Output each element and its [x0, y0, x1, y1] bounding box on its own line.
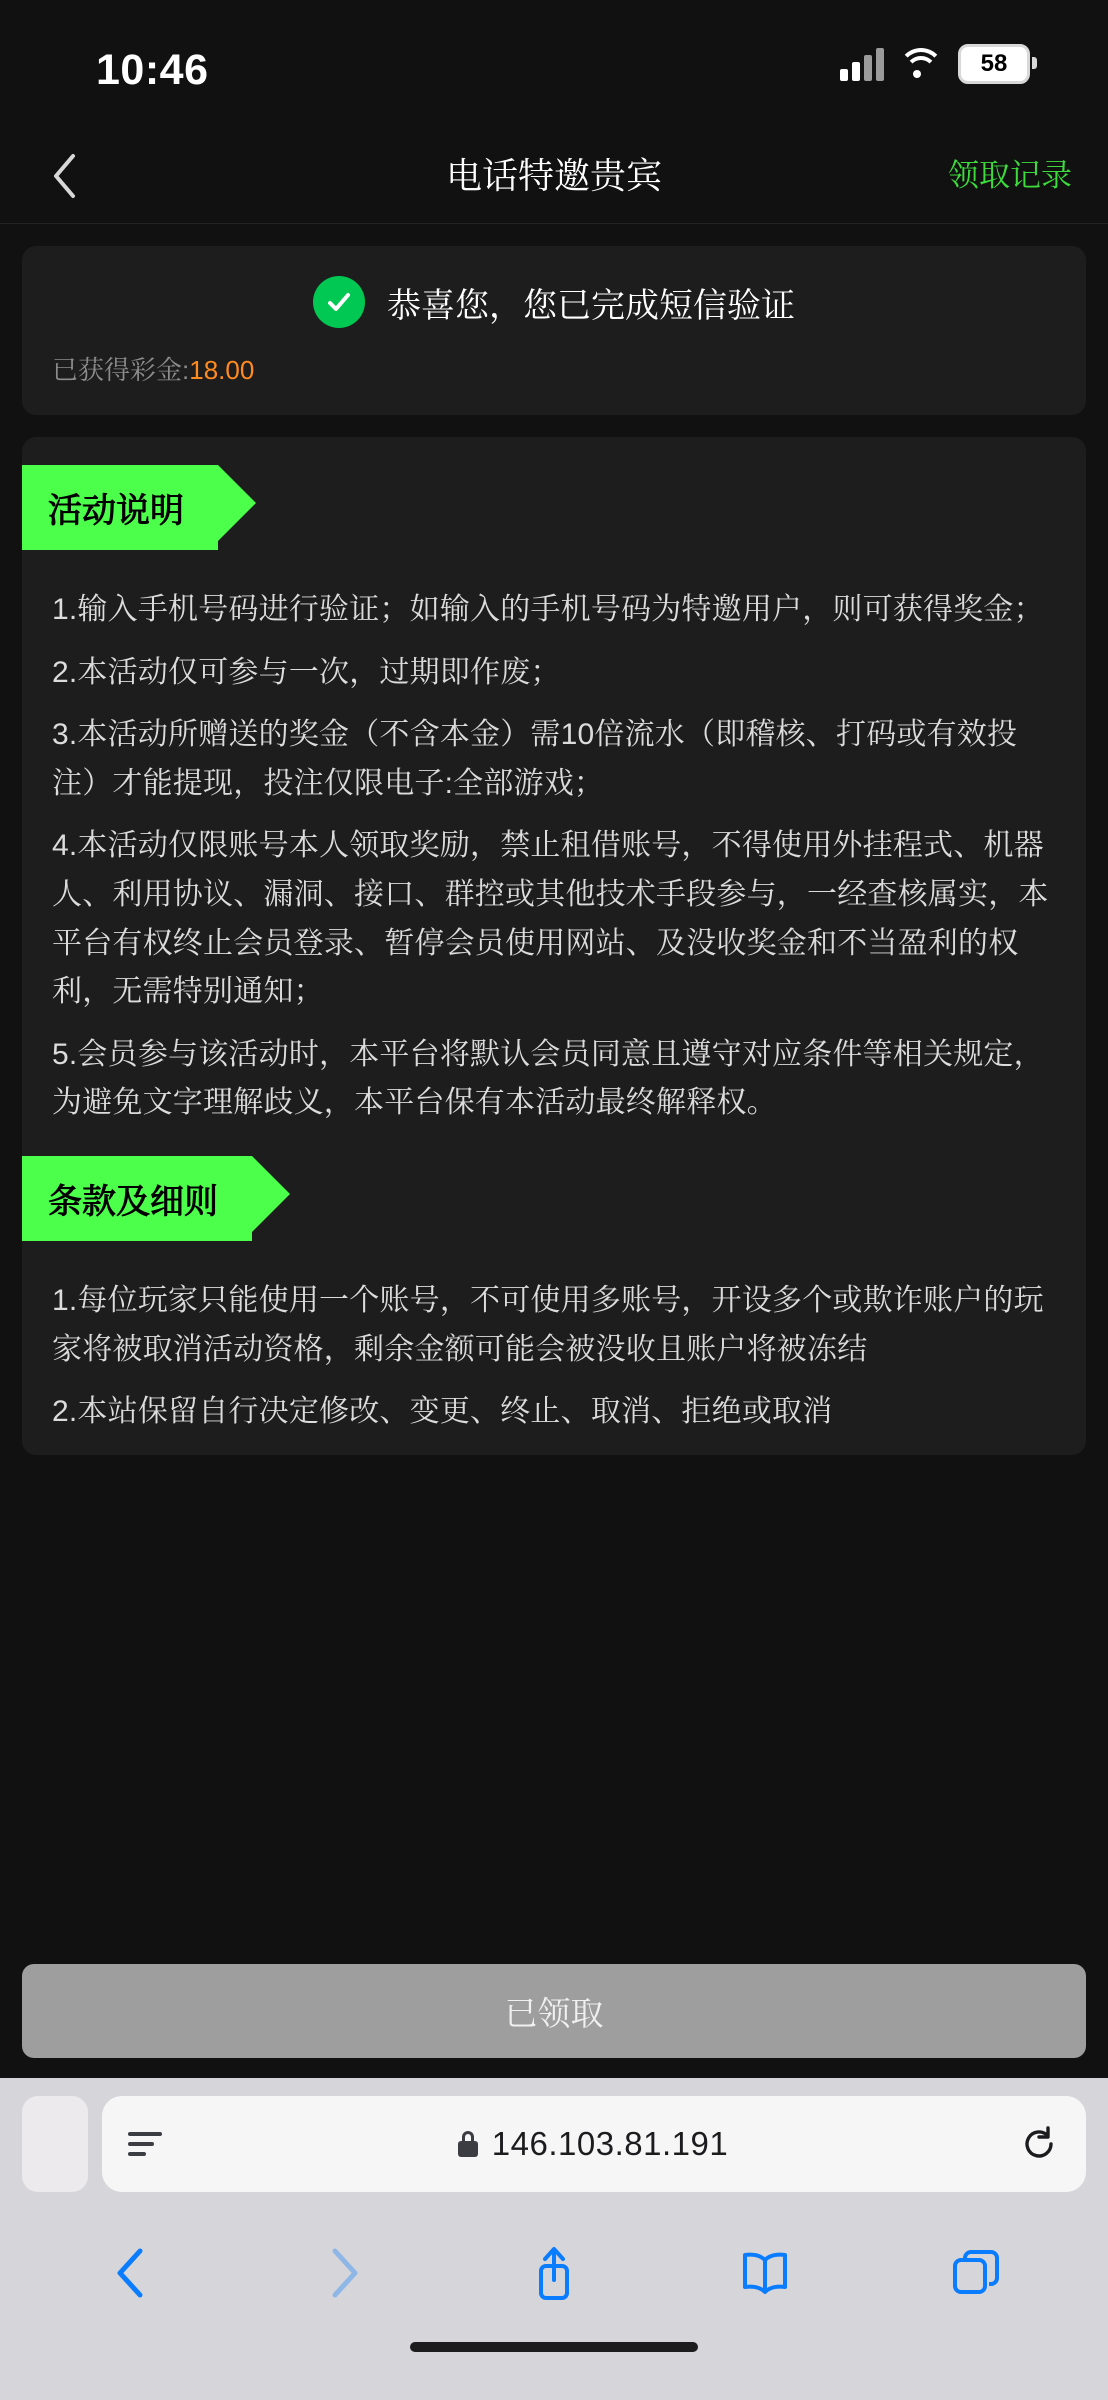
section-ribbon-activity-rules: 活动说明 — [22, 465, 218, 550]
battery-icon — [958, 44, 1030, 84]
url-text: 146.103.81.191 — [491, 2125, 729, 2162]
rule-paragraph: 5.会员参与该活动时，本平台将默认会员同意且遵守对应条件等相关规定，为避免文字理解歧义，本平台保有本活动最终解释权。 — [52, 1037, 1044, 1120]
section-ribbon-terms-details: 条款及细则 — [22, 1156, 252, 1241]
url-center — [168, 2125, 1018, 2163]
bonus-label: 已获得彩金: — [52, 355, 190, 385]
browser-toolbar — [0, 2210, 1108, 2336]
chevron-right-icon — [323, 2245, 363, 2301]
forward-button[interactable] — [288, 2230, 398, 2316]
check-circle-icon — [313, 276, 365, 328]
tabs-icon — [951, 2248, 1001, 2298]
home-indicator[interactable] — [410, 2342, 698, 2352]
share-button[interactable] — [499, 2230, 609, 2316]
rule-paragraph: 1.输入手机号码进行验证；如输入的手机号码为特邀用户，则可获得奖金； — [52, 593, 1044, 626]
chevron-left-icon — [112, 2245, 152, 2301]
url-field[interactable] — [102, 2096, 1086, 2192]
back-button[interactable] — [77, 2230, 187, 2316]
cta-container — [0, 1946, 1108, 2078]
terms-paragraph: 1.每位玩家只能使用一个账号，不可使用多账号，开设多个或欺诈账户的玩家将被取消活动资格，剩余金额可能会被没收且账户将被冻结 — [52, 1283, 1044, 1366]
claim-records-link[interactable]: 领取记录 — [948, 158, 1072, 193]
page-content — [0, 224, 1108, 1946]
tabs-button[interactable] — [921, 2230, 1031, 2316]
content-fade — [0, 1900, 1108, 1946]
cellular-signal-icon — [840, 47, 884, 81]
share-icon — [531, 2244, 577, 2302]
success-message: 恭喜您，您已完成短信验证 — [387, 286, 795, 325]
claim-button[interactable]: 已领取 — [22, 1964, 1086, 2058]
bonus-amount: 18.00 — [189, 355, 255, 385]
nav-bar — [0, 128, 1108, 224]
status-time: 10:46 — [96, 46, 209, 94]
rules-panel — [22, 437, 1086, 1455]
terms-paragraph: 2.本站保留自行决定修改、变更、终止、取消、拒绝或取消 — [52, 1395, 833, 1429]
rule-paragraph: 3.本活动所赠送的奖金（不含本金）需10倍流水（即稽核、打码或有效投注）才能提现，投注仅限电子:全部游戏； — [52, 718, 1018, 800]
battery-level: 58 — [980, 50, 1008, 77]
verification-success-card — [22, 246, 1086, 415]
bonus-line — [52, 350, 1056, 387]
tab-edge-left — [22, 2096, 88, 2192]
status-bar — [0, 0, 1108, 128]
reload-icon[interactable] — [1018, 2126, 1060, 2162]
home-indicator-area — [0, 2336, 1108, 2400]
browser-address-bar — [0, 2078, 1108, 2210]
rule-paragraph: 4.本活动仅限账号本人领取奖励，禁止租借账号，不得使用外挂程式、机器人、利用协议、漏洞、接口、群控或其他技术手段参与，一经查核属实，本平台有权终止会员登录、暂停会员使用网站、及没收奖金和不当盈利的权利，无需特别通知； — [52, 829, 1049, 1009]
page-title: 电话特邀贵宾 — [445, 155, 662, 196]
reader-view-icon[interactable] — [128, 2132, 168, 2156]
wifi-icon — [900, 48, 942, 80]
bookmarks-button[interactable] — [710, 2230, 820, 2316]
book-icon — [739, 2248, 791, 2298]
lock-icon — [458, 2131, 478, 2157]
success-row — [52, 276, 1056, 328]
status-indicators — [840, 44, 1030, 84]
rule-paragraph: 2.本活动仅可参与一次，过期即作废； — [52, 655, 561, 689]
